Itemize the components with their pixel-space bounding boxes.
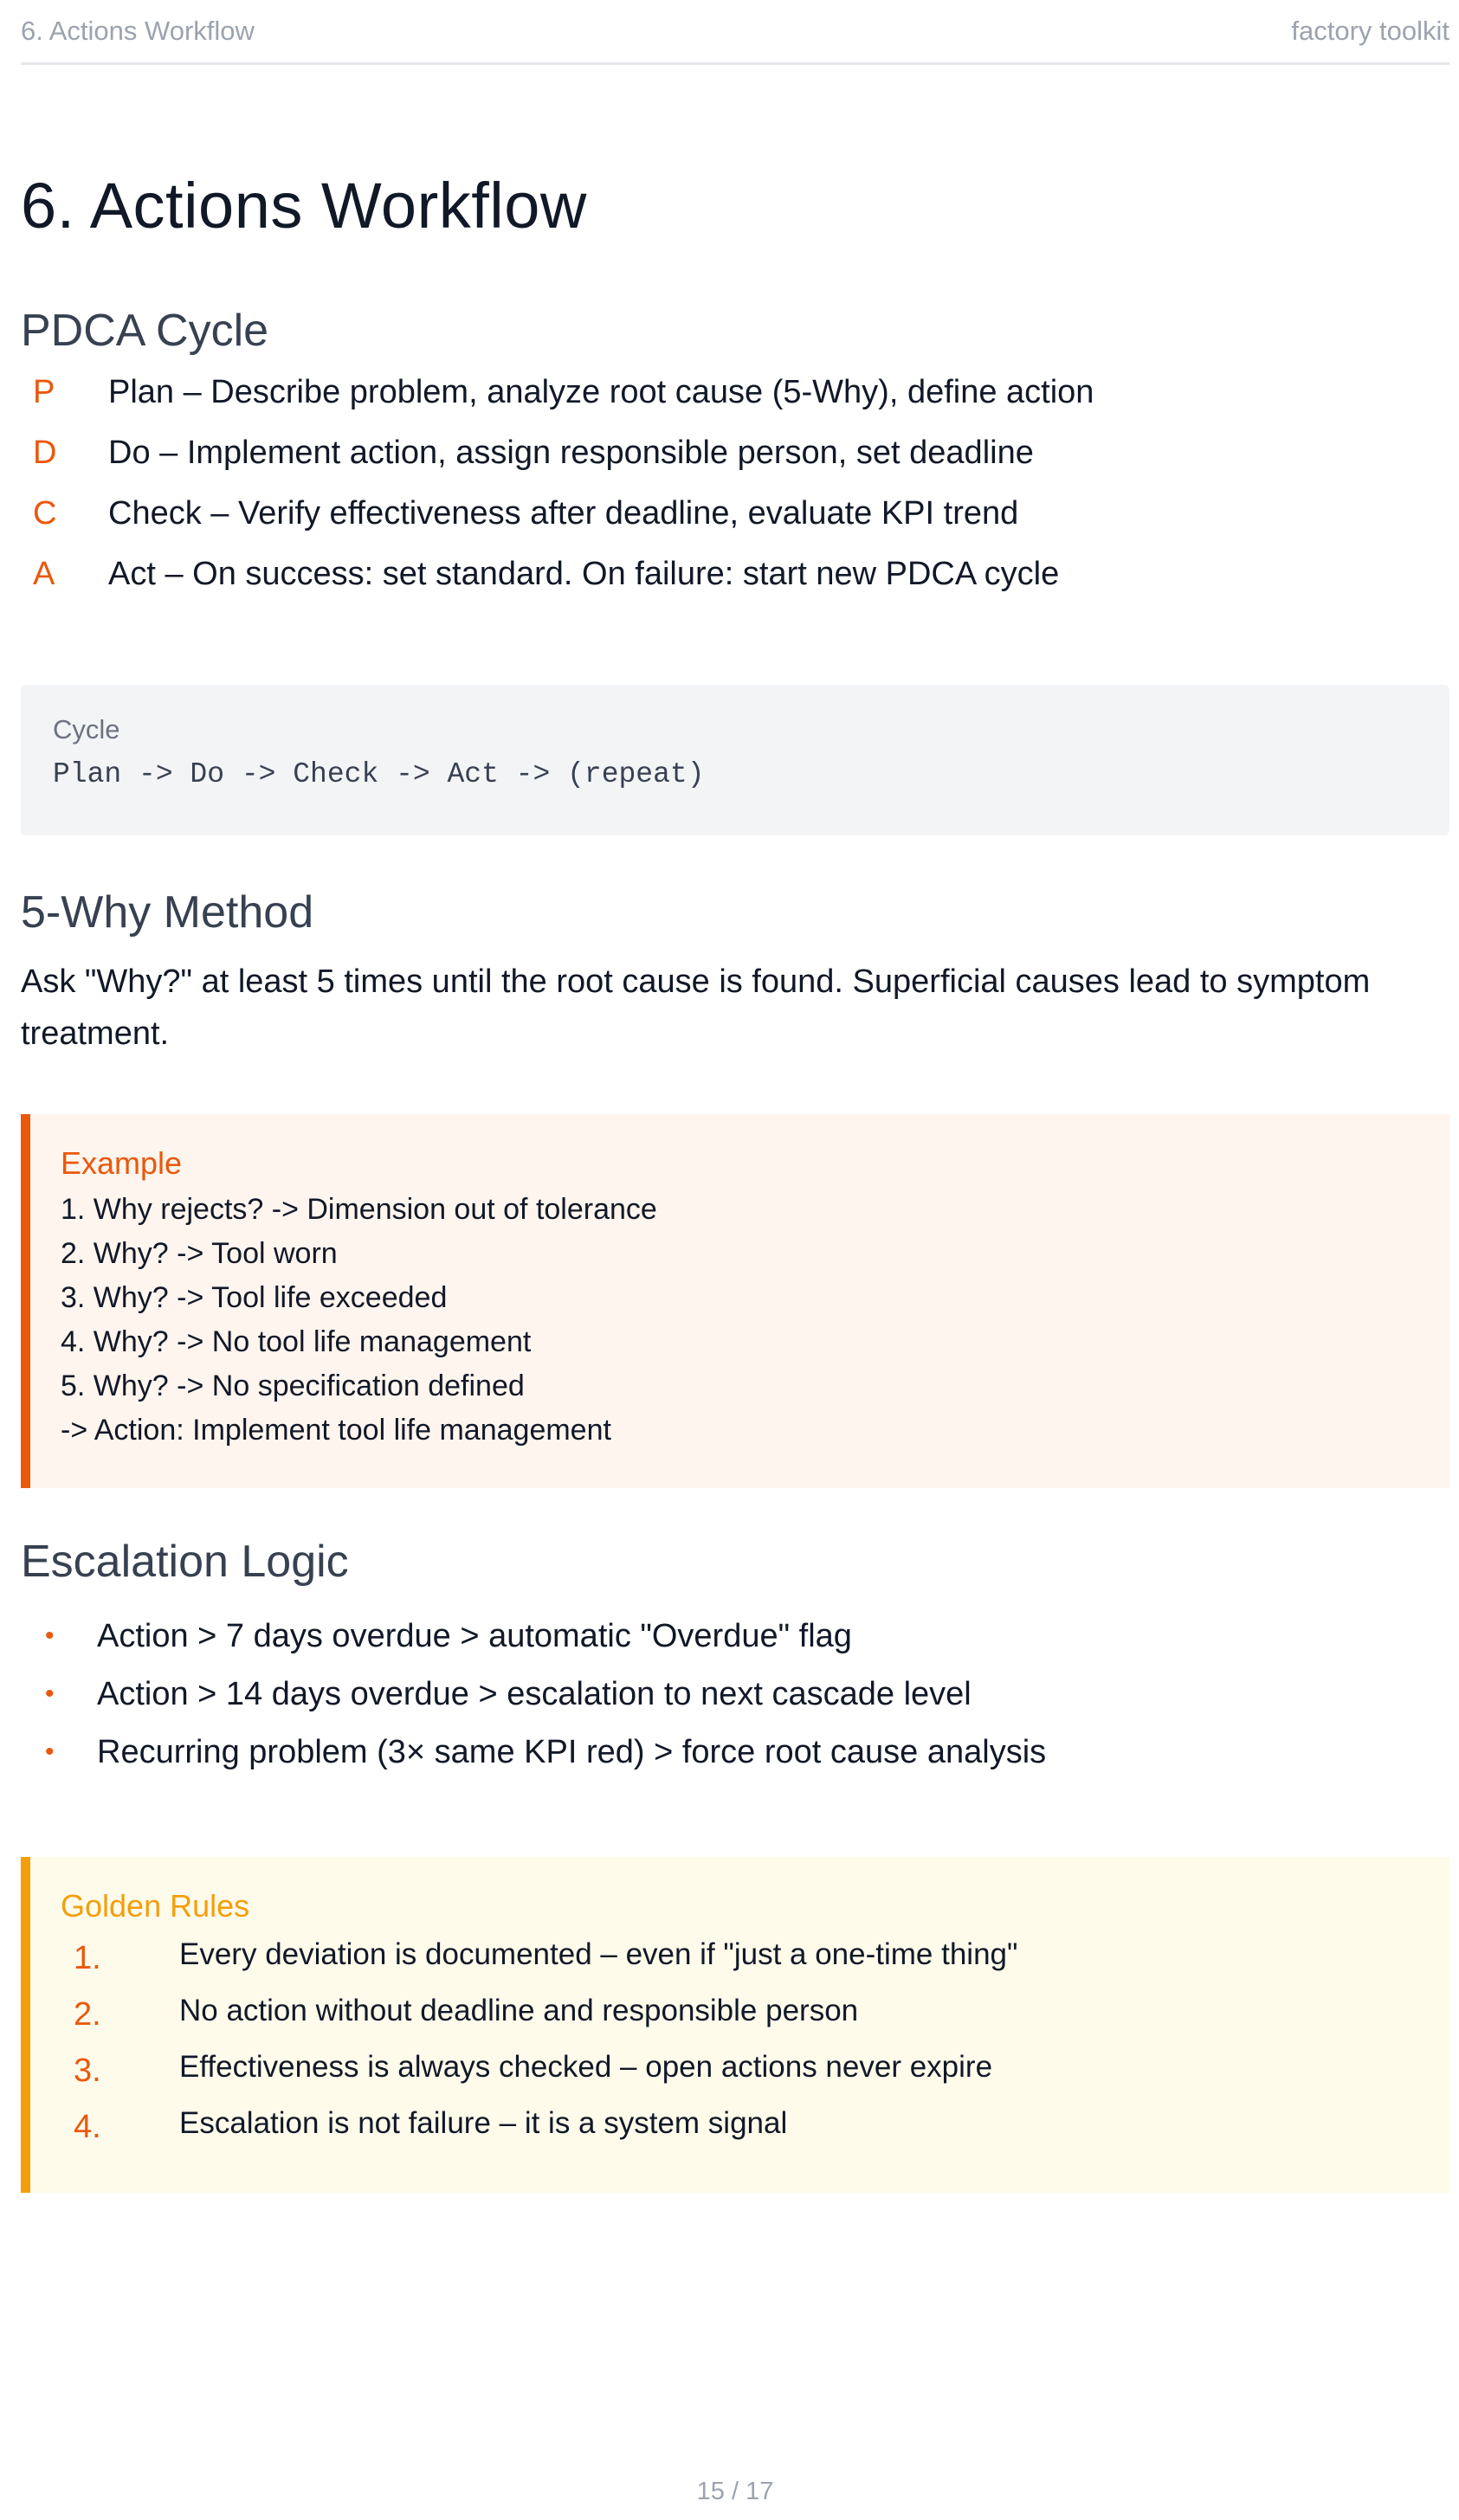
list-item: [61, 2104, 1411, 2160]
pdca-text: Do – Implement action, assign responsible person, set deadline: [108, 435, 1034, 471]
example-callout-title: Example: [61, 1145, 183, 1181]
pdca-heading: PDCA Cycle: [21, 306, 269, 356]
rule-number: 4.: [74, 2109, 101, 2145]
list-item: [21, 1614, 1449, 1672]
rule-text: Every deviation is documented – even if "just a one-time thing": [179, 1937, 1018, 1971]
pdca-letter: A: [33, 556, 55, 592]
rule-text: Escalation is not failure – it is a system signal: [179, 2106, 788, 2140]
escalation-list: [21, 1614, 1449, 1788]
golden-rules-title: Golden Rules: [61, 1888, 250, 1924]
example-line: 2. Why? -> Tool worn: [61, 1237, 338, 1270]
five-why-paragraph: Ask "Why?" at least 5 times until the root cause is found. Superficial causes lead to symptom treatment.: [21, 964, 1371, 1052]
code-block-label: Cycle: [53, 714, 120, 744]
pdca-letter: P: [33, 374, 55, 410]
pdca-text: Act – On success: set standard. On failure: start new PDCA cycle: [108, 556, 1060, 592]
example-line: 1. Why rejects? -> Dimension out of tolerance: [61, 1193, 657, 1226]
header-section-title: 6. Actions Workflow: [21, 16, 255, 46]
pdca-letter: C: [33, 495, 57, 532]
escalation-text: Recurring problem (3× same KPI red) > force root cause analysis: [97, 1734, 1047, 1770]
pdca-list: [21, 371, 1449, 613]
escalation-text: Action > 7 days overdue > automatic "Overdue" flag: [97, 1618, 852, 1654]
golden-rules-callout: [21, 1857, 1449, 2193]
escalation-heading: Escalation Logic: [21, 1537, 349, 1587]
pdca-text: Check – Verify effectiveness after deadline, evaluate KPI trend: [108, 495, 1019, 532]
rule-text: No action without deadline and responsible person: [179, 1994, 859, 2027]
escalation-text: Action > 14 days overdue > escalation to next cascade level: [97, 1676, 972, 1712]
rule-number: 2.: [74, 1996, 101, 2033]
five-why-heading: 5-Why Method: [21, 887, 314, 938]
pdca-letter: D: [33, 435, 57, 471]
page-indicator: 15 / 17: [696, 2478, 774, 2505]
list-item: [61, 1991, 1411, 2047]
example-line: 5. Why? -> No specification defined: [61, 1370, 525, 1402]
pdca-text: Plan – Describe problem, analyze root cause (5-Why), define action: [108, 374, 1094, 410]
list-item: [21, 431, 1449, 492]
list-item: [61, 1935, 1411, 1991]
page-title: 6. Actions Workflow: [21, 170, 587, 242]
list-item: [21, 371, 1449, 431]
code-block-content: Plan -> Do -> Check -> Act -> (repeat): [53, 758, 705, 790]
example-line: 4. Why? -> No tool life management: [61, 1325, 532, 1358]
list-item: [21, 492, 1449, 552]
list-item: [21, 1672, 1449, 1730]
code-block: [21, 685, 1449, 835]
bullet-icon: •: [45, 1621, 55, 1650]
bullet-icon: •: [45, 1737, 55, 1766]
golden-rules-list: [61, 1935, 1411, 2160]
list-item: [21, 1730, 1449, 1788]
list-item: [61, 2047, 1411, 2104]
running-header: [21, 12, 1449, 65]
bullet-icon: •: [45, 1679, 55, 1708]
rule-number: 1.: [74, 1940, 101, 1976]
list-item: [21, 552, 1449, 613]
rule-number: 3.: [74, 2053, 101, 2089]
example-callout: [21, 1114, 1449, 1488]
example-line: 3. Why? -> Tool life exceeded: [61, 1281, 448, 1314]
rule-text: Effectiveness is always checked – open actions never expire: [179, 2050, 993, 2084]
example-line: -> Action: Implement tool life management: [61, 1414, 611, 1447]
header-brand: factory toolkit: [1291, 16, 1449, 46]
example-lines: [61, 1190, 657, 1455]
